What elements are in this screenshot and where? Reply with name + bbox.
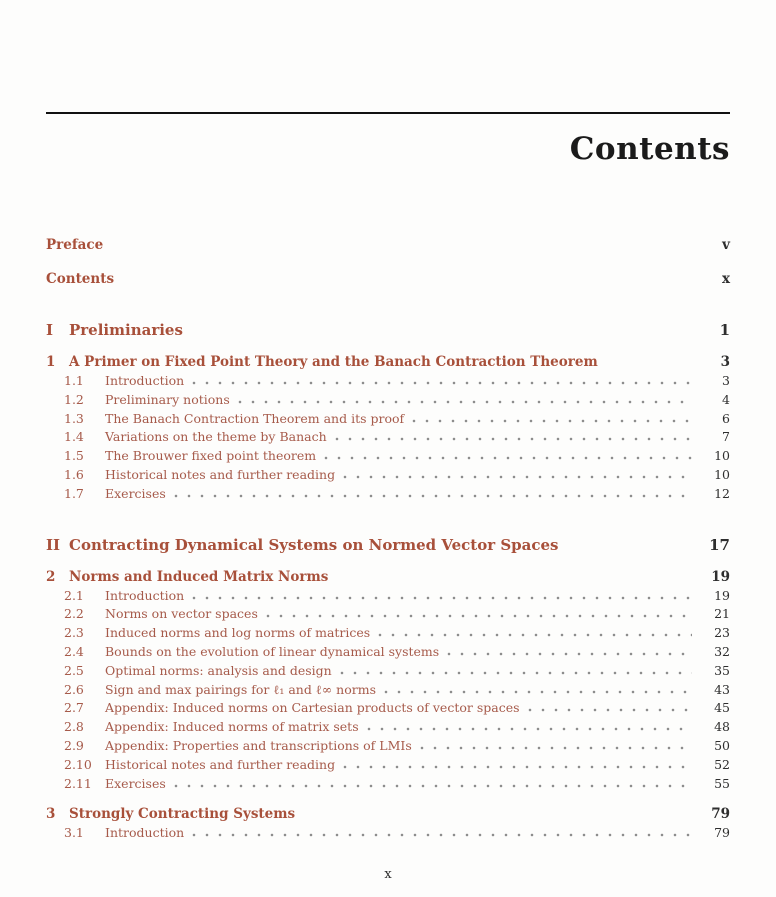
entry-page: 17 — [709, 535, 730, 554]
entry-page: 4 — [722, 391, 730, 407]
entry-number: 1.7 — [64, 485, 84, 501]
entry-title: Appendix: Properties and transcriptions of LMIs — [105, 737, 412, 753]
header-rule — [46, 112, 730, 114]
entry-title: Exercises — [105, 485, 166, 501]
entry-title: Preliminaries — [69, 321, 183, 339]
toc-section-1.6 — [46, 466, 730, 485]
entry-title: Contents — [46, 271, 115, 287]
entry-title: Appendix: Induced norms on Cartesian products of vector spaces — [105, 700, 520, 716]
entry-page: 35 — [714, 662, 730, 678]
entry-page: 12 — [714, 485, 730, 501]
entry-page: 19 — [711, 568, 730, 585]
toc-section-2.8 — [46, 718, 730, 737]
entry-number: I — [46, 321, 54, 339]
toc-section-2.7 — [46, 699, 730, 718]
entry-page: 43 — [714, 681, 730, 697]
entry-title: Contracting Dynamical Systems on Normed Vector Spaces — [69, 535, 559, 554]
dot-leader — [174, 784, 692, 788]
toc-section-2.11 — [46, 775, 730, 794]
dot-leader — [343, 475, 692, 479]
toc-section-2.3 — [46, 624, 730, 643]
entry-number: 1.3 — [64, 410, 84, 426]
dot-leader — [238, 400, 692, 404]
entry-title: Strongly Contracting Systems — [69, 806, 296, 823]
dot-leader — [528, 708, 692, 712]
toc-part-II — [46, 534, 730, 556]
entry-page: x — [721, 271, 730, 287]
entry-title: A Primer on Fixed Point Theory and the Banach Contraction Theorem — [69, 354, 598, 370]
toc-chapter-1 — [46, 353, 730, 372]
entry-title: Sign and max pairings for ℓ₁ and ℓ∞ norms — [105, 681, 377, 697]
entry-number: 1.6 — [64, 466, 84, 482]
entry-page: v — [722, 237, 730, 253]
dot-leader — [266, 614, 692, 618]
toc-section-1.7 — [46, 485, 730, 504]
entry-number: 1.5 — [64, 448, 84, 464]
dot-leader — [343, 765, 692, 769]
entry-page: 79 — [711, 806, 730, 823]
entry-title: Appendix: Induced norms of matrix sets — [105, 719, 359, 735]
entry-number: 1.1 — [64, 373, 84, 388]
entry-title: Historical notes and further reading — [105, 466, 336, 482]
toc-section-2.6 — [46, 681, 730, 700]
entry-page: 48 — [714, 719, 730, 735]
entry-number: 3.1 — [64, 825, 84, 841]
entry-title: Historical notes and further reading — [105, 756, 336, 772]
entry-title: Introduction — [105, 825, 185, 841]
entry-number: 2.4 — [64, 643, 84, 659]
entry-number: 2.5 — [64, 662, 84, 678]
toc-list — [46, 236, 730, 843]
dot-leader — [174, 494, 692, 498]
entry-number: 2.3 — [64, 625, 84, 641]
entry-number: 3 — [46, 806, 56, 823]
entry-title: Induced norms and log norms of matrices — [105, 625, 371, 641]
entry-number: 2 — [46, 568, 56, 585]
page-title: Contents — [569, 131, 730, 167]
toc-chapter-2 — [46, 568, 730, 587]
dot-leader — [192, 833, 692, 837]
entry-number: 2.2 — [64, 606, 84, 622]
toc-section-2.5 — [46, 662, 730, 681]
entry-page: 21 — [714, 606, 730, 622]
entry-number: 2.8 — [64, 719, 84, 735]
toc-section-2.4 — [46, 643, 730, 662]
toc-section-1.2 — [46, 391, 730, 410]
toc-section-2.10 — [46, 756, 730, 775]
entry-number: 1 — [46, 354, 56, 370]
toc-front-contents — [46, 270, 730, 289]
entry-page: 79 — [714, 825, 730, 841]
entry-page: 45 — [714, 700, 730, 716]
toc-section-3.1 — [46, 824, 730, 843]
entry-page: 32 — [714, 643, 730, 659]
entry-number: 1.2 — [64, 391, 84, 407]
entry-title: Introduction — [105, 587, 185, 603]
entry-title: Introduction — [105, 373, 185, 388]
dot-leader — [447, 652, 692, 656]
entry-page: 55 — [714, 775, 730, 791]
dot-leader — [367, 727, 692, 731]
entry-number: II — [46, 535, 61, 554]
entry-page: 50 — [714, 737, 730, 753]
dot-leader — [340, 671, 692, 675]
entry-title: Norms and Induced Matrix Norms — [69, 568, 329, 585]
entry-number: 2.1 — [64, 587, 84, 603]
entry-title: Preliminary notions — [105, 391, 230, 407]
entry-page: 10 — [714, 466, 730, 482]
toc-section-1.4 — [46, 428, 730, 447]
entry-page: 23 — [714, 625, 730, 641]
entry-number: 2.11 — [64, 775, 92, 791]
entry-page: 10 — [714, 448, 730, 464]
dot-leader — [412, 419, 692, 423]
entry-title: Norms on vector spaces — [105, 606, 258, 622]
dot-leader — [192, 381, 692, 385]
dot-leader — [378, 633, 692, 637]
entry-page: 6 — [722, 410, 730, 426]
entry-number: 2.6 — [64, 681, 84, 697]
toc-section-2.9 — [46, 737, 730, 756]
toc-section-1.3 — [46, 410, 730, 429]
entry-page: 19 — [714, 587, 730, 603]
dot-leader — [420, 746, 692, 750]
entry-page: 3 — [720, 354, 730, 370]
toc-section-1.5 — [46, 447, 730, 466]
entry-number: 1.4 — [64, 429, 84, 445]
entry-number: 2.7 — [64, 700, 84, 716]
toc-part-I — [46, 319, 730, 341]
toc-section-2.2 — [46, 605, 730, 624]
entry-number: 2.10 — [64, 756, 92, 772]
entry-title: The Banach Contraction Theorem and its proof — [105, 410, 405, 426]
dot-leader — [192, 596, 692, 600]
toc-section-2.1 — [46, 587, 730, 606]
entry-title: Optimal norms: analysis and design — [105, 662, 332, 678]
toc-chapter-3 — [46, 805, 730, 824]
dot-leader — [335, 437, 692, 441]
toc-front-preface — [46, 236, 730, 255]
entry-page: 52 — [714, 756, 730, 772]
entry-title: The Brouwer fixed point theorem — [105, 448, 317, 464]
entry-title: Preface — [46, 237, 104, 253]
entry-number: 2.9 — [64, 737, 84, 753]
dot-leader — [324, 456, 692, 460]
entry-page: 7 — [722, 429, 730, 445]
dot-leader — [384, 690, 692, 694]
entry-page: 3 — [722, 373, 730, 388]
entry-page: 1 — [719, 321, 730, 339]
entry-title: Variations on the theme by Banach — [105, 429, 327, 445]
entry-title: Bounds on the evolution of linear dynamical systems — [105, 643, 440, 659]
page-folio: x — [384, 867, 392, 882]
toc-section-1.1 — [46, 372, 730, 391]
entry-title: Exercises — [105, 775, 166, 791]
